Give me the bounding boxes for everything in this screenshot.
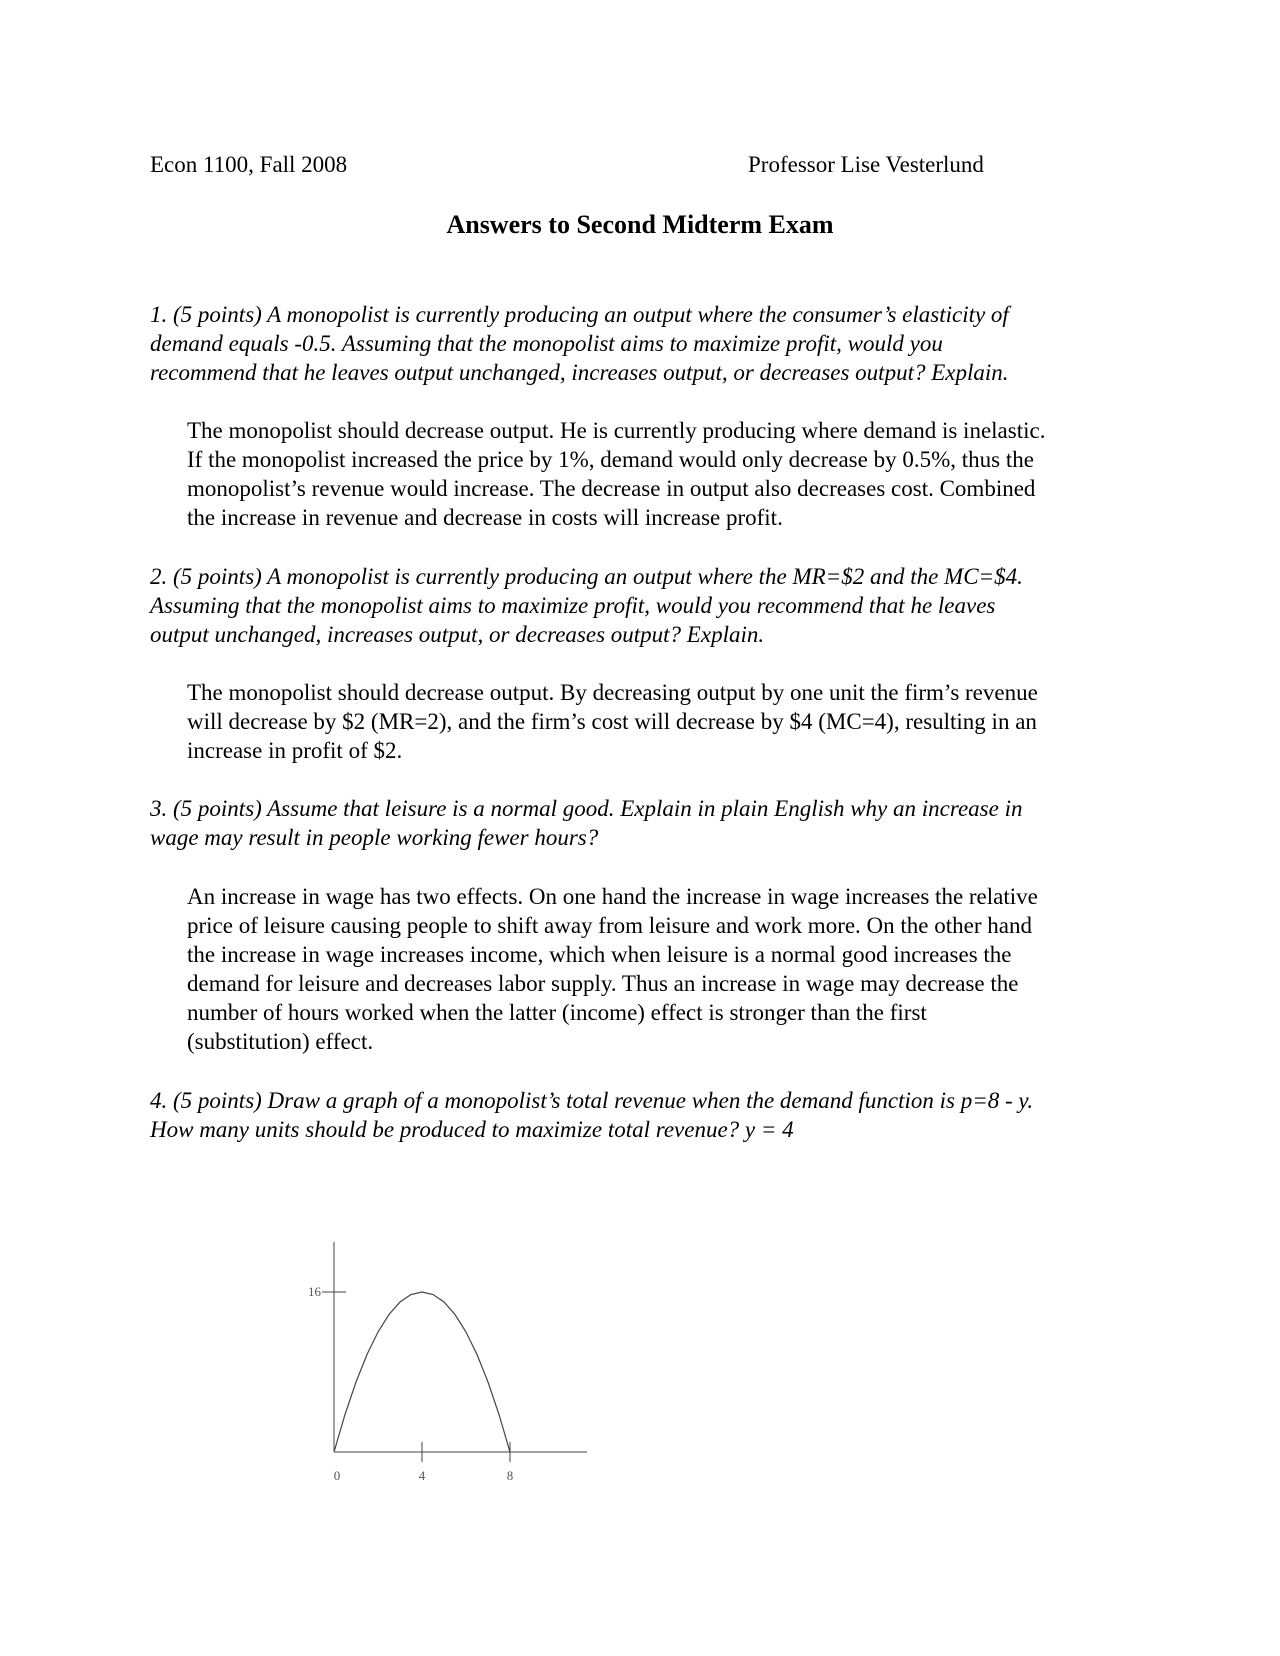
total-revenue-curve xyxy=(334,1292,510,1452)
answer-line: the increase in revenue and decrease in costs will increase profit. xyxy=(187,505,783,530)
total-revenue-graph xyxy=(290,1210,620,1480)
answer-line: number of hours worked when the latter (income) effect is stronger than the first xyxy=(187,1000,927,1025)
answer-line: increase in profit of $2. xyxy=(187,738,403,763)
question-line: output unchanged, increases output, or decreases output? Explain. xyxy=(150,622,765,647)
answer-line: price of leisure causing people to shift away from leisure and work more. On the other hand xyxy=(187,913,1032,938)
course-header: Econ 1100, Fall 2008 xyxy=(150,152,348,177)
question-1 xyxy=(150,300,1009,387)
question-line: 1. (5 points) A monopolist is currently producing an output where the consumer’s elasticity of xyxy=(150,302,1009,327)
question-line: demand equals -0.5. Assuming that the monopolist aims to maximize profit, would you xyxy=(150,331,943,356)
question-line: wage may result in people working fewer hours? xyxy=(150,825,599,850)
question-line: recommend that he leaves output unchanged, increases output, or decreases output? Explain. xyxy=(150,360,1009,385)
question-4 xyxy=(150,1086,1033,1144)
answer-line: The monopolist should decrease output. He is currently producing where demand is inelastic. xyxy=(187,418,1046,443)
answer-3 xyxy=(187,882,1038,1056)
answer-line: The monopolist should decrease output. By decreasing output by one unit the firm’s revenue xyxy=(187,680,1038,705)
x-tick-label-8: 8 xyxy=(506,1468,514,1480)
answer-line: the increase in wage increases income, which when leisure is a normal good increases the xyxy=(187,942,1012,967)
answer-line: An increase in wage has two effects. On one hand the increase in wage increases the relative xyxy=(187,884,1038,909)
answer-line: (substitution) effect. xyxy=(187,1029,374,1054)
question-line: Assuming that the monopolist aims to maximize profit, would you recommend that he leaves xyxy=(150,593,996,618)
answer-line: will decrease by $2 (MR=2), and the firm’s cost will decrease by $4 (MC=4), resulting in an xyxy=(187,709,1037,734)
answer-line: monopolist’s revenue would increase. The decrease in output also decreases cost. Combined xyxy=(187,476,1036,501)
professor-header: Professor Lise Vesterlund xyxy=(748,152,984,177)
question-line: 4. (5 points) Draw a graph of a monopolist’s total revenue when the demand function is p=8 - y. xyxy=(150,1088,1034,1113)
question-2 xyxy=(150,562,1023,649)
question-line: 2. (5 points) A monopolist is currently producing an output where the MR=$2 and the MC=$4. xyxy=(150,564,1023,589)
question-line: How many units should be produced to maximize total revenue? y = 4 xyxy=(150,1117,794,1142)
answer-1 xyxy=(187,416,1045,532)
answer-line: demand for leisure and decreases labor supply. Thus an increase in wage may decrease the xyxy=(187,971,1019,996)
x-tick-label-0: 0 xyxy=(333,1468,341,1480)
answer-2 xyxy=(187,678,1038,765)
page-title: Answers to Second Midterm Exam xyxy=(446,210,834,239)
answer-line: If the monopolist increased the price by 1%, demand would only decrease by 0.5%, thus the xyxy=(187,447,1034,472)
x-tick-label-4: 4 xyxy=(418,1468,426,1480)
question-3 xyxy=(150,794,1022,852)
y-tick-label-16: 16 xyxy=(308,1284,321,1299)
question-line: 3. (5 points) Assume that leisure is a normal good. Explain in plain English why an increase in xyxy=(150,796,1023,821)
